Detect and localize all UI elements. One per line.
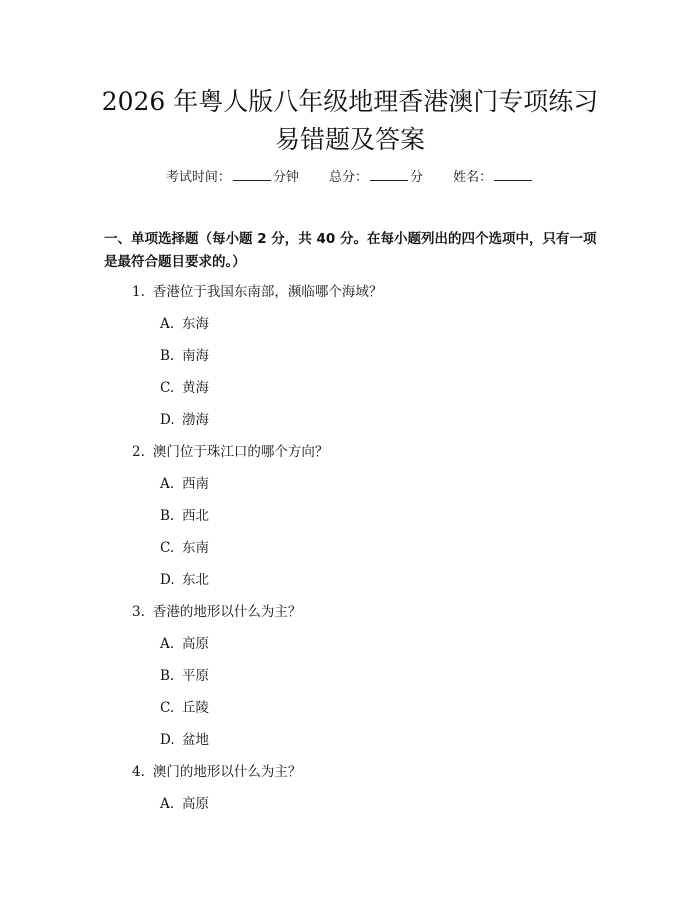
exam-time-blank xyxy=(233,167,271,181)
option-letter: A. xyxy=(160,796,175,812)
question-1-option-c xyxy=(160,378,209,398)
question-2-option-d xyxy=(160,570,209,590)
document-title-line-2: 易错题及答案 xyxy=(274,125,425,154)
question-2-option-c xyxy=(160,538,209,558)
option-text: 盆地 xyxy=(182,732,209,748)
option-letter: D. xyxy=(160,572,175,588)
question-2-option-a xyxy=(160,474,209,494)
option-text: 东北 xyxy=(182,572,209,588)
option-letter: B. xyxy=(160,668,175,684)
question-3-option-a xyxy=(160,634,209,654)
question-number: 2. xyxy=(132,444,145,460)
option-text: 西北 xyxy=(182,508,209,524)
option-letter: C. xyxy=(160,380,175,396)
question-text: 澳门的地形以什么为主？ xyxy=(152,764,302,780)
question-3-option-c xyxy=(160,698,209,718)
question-1-option-b xyxy=(160,346,209,366)
question-text: 香港的地形以什么为主？ xyxy=(152,604,302,620)
question-2 xyxy=(132,442,328,462)
exam-time xyxy=(166,167,299,188)
document-title-line-1: 2026 年粤人版八年级地理香港澳门专项练习 xyxy=(101,87,599,116)
question-3-option-d xyxy=(160,730,209,750)
option-text: 平原 xyxy=(182,668,209,684)
exam-info xyxy=(0,167,700,188)
question-3-option-b xyxy=(160,666,209,686)
exam-name-blank xyxy=(494,167,532,181)
exam-score xyxy=(329,167,423,188)
exam-time-label: 考试时间： xyxy=(165,170,231,185)
option-text: 西南 xyxy=(182,476,209,492)
exam-score-unit: 分 xyxy=(410,170,424,185)
option-text: 高原 xyxy=(182,796,209,812)
option-letter: C. xyxy=(160,700,175,716)
question-1 xyxy=(132,282,382,302)
option-letter: A. xyxy=(160,316,175,332)
question-number: 1. xyxy=(132,284,145,300)
exam-name xyxy=(453,167,534,188)
option-letter: A. xyxy=(160,476,175,492)
exam-time-unit: 分钟 xyxy=(272,170,299,185)
question-1-option-a xyxy=(160,314,209,334)
option-letter: D. xyxy=(160,412,175,428)
option-letter: A. xyxy=(160,636,175,652)
question-number: 3. xyxy=(132,604,145,620)
question-number: 4. xyxy=(132,764,145,780)
question-3 xyxy=(132,602,301,622)
option-text: 渤海 xyxy=(182,412,209,428)
exam-score-label: 总分： xyxy=(328,170,368,185)
question-text: 香港位于我国东南部，濒临哪个海域？ xyxy=(152,284,383,300)
option-text: 东南 xyxy=(182,540,209,556)
option-text: 黄海 xyxy=(182,380,209,396)
question-4-option-a xyxy=(160,794,209,814)
option-text: 东海 xyxy=(182,316,209,332)
question-text: 澳门位于珠江口的哪个方向？ xyxy=(152,444,329,460)
option-letter: D. xyxy=(160,732,175,748)
question-1-option-d xyxy=(160,410,209,430)
option-letter: B. xyxy=(160,348,175,364)
exam-name-label: 姓名： xyxy=(453,170,493,185)
question-4 xyxy=(132,762,301,782)
option-letter: C. xyxy=(160,540,175,556)
option-text: 南海 xyxy=(182,348,209,364)
exam-score-blank xyxy=(370,167,408,181)
question-2-option-b xyxy=(160,506,209,526)
option-text: 高原 xyxy=(182,636,209,652)
section-heading: 一、单项选择题（每小题 2 分，共 40 分。在每小题列出的四个选项中，只有一项是最符合题目要求的。） xyxy=(104,231,597,270)
option-text: 丘陵 xyxy=(182,700,209,716)
option-letter: B. xyxy=(160,508,175,524)
